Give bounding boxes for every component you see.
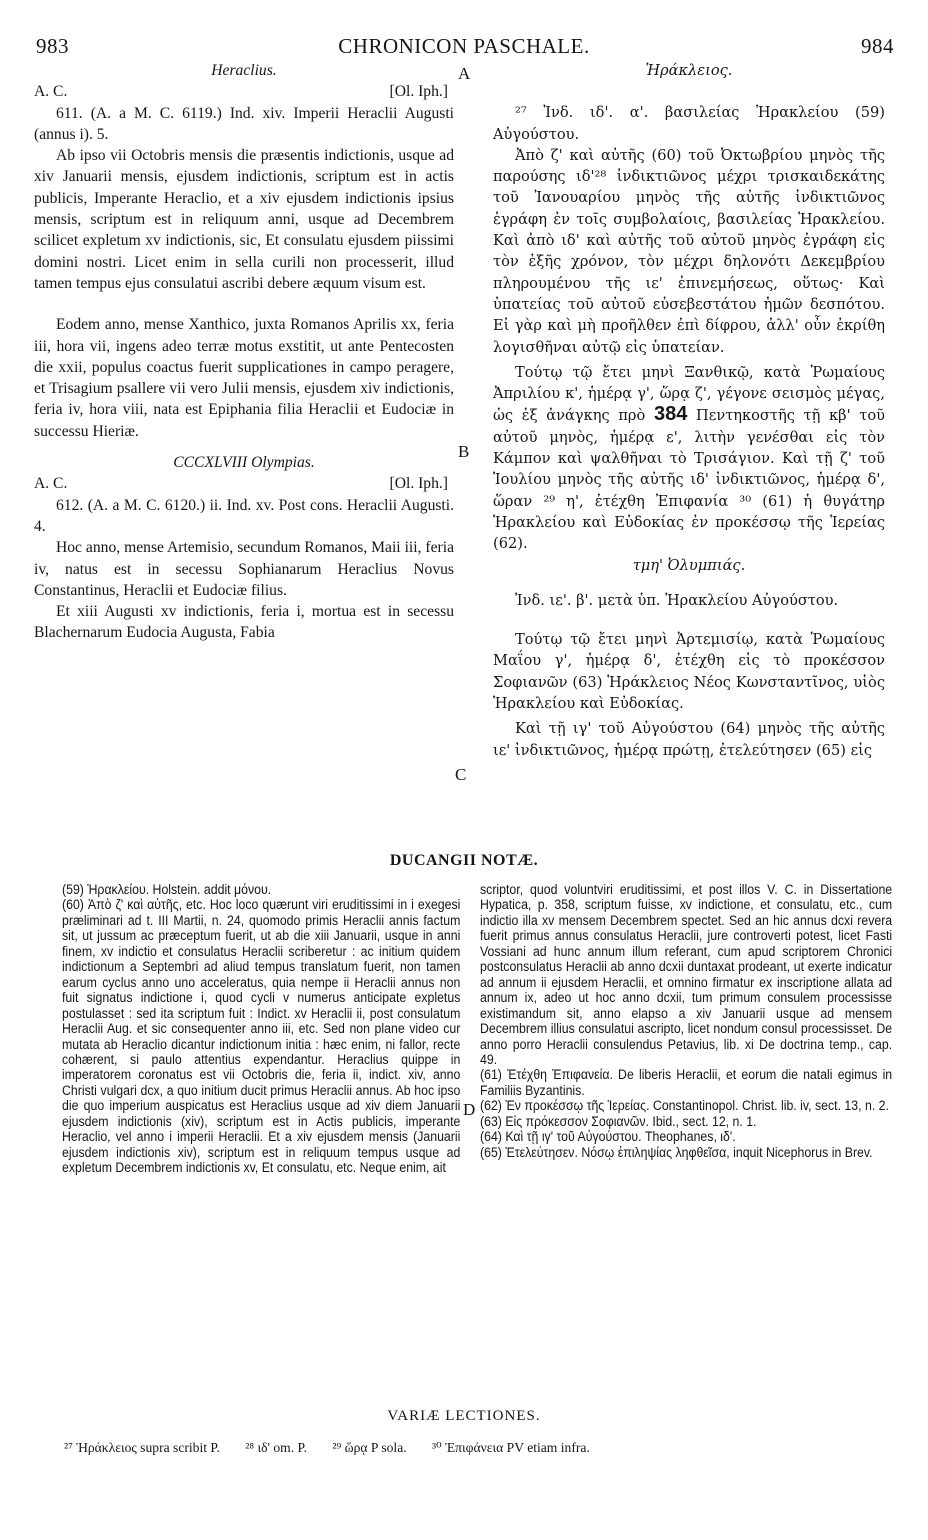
margin-marker-b: B [458,442,470,461]
note-60-continued: scriptor, quod voluntviri eruditissimi, et post illos V. C. in Dissertatione Hypatica, p. 358, scriptum fuisse, xv indictione, et consulatu, etc., cum indictio illa xv mensem Decembrem spectet. Sed an hic annus dcxi revera fuerit primus annus consulatus Heraclii, jure controverti potest, licet Fasti Vossiani ad hunc annum illum referant, cum apud scriptorem Chronici postconsulatus Heraclii ab anno dcxii duntaxat prodeant, ut exerte indicatur ad annum ii ejusdem Heraclii, et omnino firmatur ex inscriptione allata ad annum ix, adeo ut hoc anno dcxii, tum primum consulem processisse existimandum sit, anno elapso a xiv Januarii usque ad mensem Decembrem illius consulatui ascripto, licet nondum consul processisset. De anno porro Heraclii consulendus Petavius, lib. xi De doctrina temp., cap. 49. [480,882,893,1067]
running-title: CHRONICON PASCHALE. [338,34,590,58]
latin-paragraph: Ab ipso vii Octobris mensis die præsentis indictionis, usque ad xiv Januarii mensis, ejusdem indictionis, scriptum est in actis publicis, Imperante Heraclio, et a xiv ejusdem indictionis ipsius mensis, scriptum est in reliquum anni, usque ad Decembrem scilicet expletum xv indictionis, sic, Et consulatu ejusdem piissimi domini nostri. Licet enim in sella curili non processerit, illud tamen tempus ejus consulatui ascribi debere æquum visum est. [34,147,454,292]
note-62: (62) Ἐν προκέσσῳ τῆς Ἱερείας. Constantinopol. Christ. lib. iv, sect. 13, n. 2. [480,1098,889,1114]
variant-29: ²⁹ ὥρᾳ P sola. [332,1440,407,1455]
latin-date-line [34,473,454,494]
note-59: (59) Ἡρακλείου. Holstein. addit μόνου. [62,882,272,897]
greek-paragraph: Ἀπὸ ζ' καὶ αὐτῆς (60) τοῦ Ὀκτωβρίου μηνὸς τῆς παρούσης ιδ'²⁸ ἰνδικτιῶνος μέχρι τρισκαιδεκάτης τοῦ Ἰανουαρίου μηνὸς τῆς αὐτῆς ἰνδικτιῶνος ἐγράφη ἐν τοῖς συμβολαίοις, βασιλείας Ἡρακλείου. Καὶ ἀπὸ ιδ' καὶ αὐτῆς τοῦ αὐτοῦ μηνὸς ἐγράφη εἰς τὸν ἑξῆς χρόνον, τὸν μέχρι δηλονότι Δεκεμβρίου πληρουμένου τῆς ιε' ἐπινεμήσεως, οὕτως· Καὶ ὑπατείας τοῦ αὐτοῦ εὐσεβεστάτου ἡμῶν δεσπότου. Εἰ γὰρ καὶ μὴ προῆλθεν ἐπὶ δίφρου, ἀλλ' οὖν ἐκρίθη λογισθῆναι αὐτῷ εἰς ὑπατείαν. [493,146,885,356]
greek-olympiad-heading: τμη' Ὀλυμπιάς. [632,556,746,574]
latin-olympiad-bracket: [Ol. Iph.] [389,83,448,101]
greek-heading: Ἡράκλειος. [645,62,733,79]
notes-column-left [62,882,460,1176]
greek-column [493,60,885,761]
variant-28: ²⁸ ιδ' om. P. [245,1440,308,1455]
greek-text: Πεντηκοστῆς τῇ κβ' τοῦ αὐτοῦ μηνὸς, ἡμέρᾳ ε', λιτὴν γενέσθαι εἰς τὸν Κάμπον καὶ ψαλθῆναι τὸ Τρισάγιον. Καὶ τῇ ζ' τοῦ Ἰουλίου μηνὸς τῆς αὐτῆς ιδ' ἰνδικτιῶνος, ἡμέρᾳ δ', ὥραν ²⁹ η', ἐτέχθη Ἐπιφανία ³⁰ (61) ἡ θυγάτηρ Ἡρακλείου καὶ Εὐδοκίας ἐν προκέσσῳ τῆς Ἱερείας (62). [493,407,886,553]
notes-column-right [480,882,892,1160]
latin-olympiad-heading: CCCXLVIII Olympias. [173,454,315,472]
note-65: (65) Ἐτελεύτησεν. Νόσῳ ἐπιληψίας ληφθεῖσα, inquit Nicephorus in Brev. [480,1144,873,1160]
page-number-right: 984 [861,34,894,58]
latin-olympiad-bracket: [Ol. Iph.] [389,475,448,493]
variant-27: ²⁷ Ἡράκλειος supra scribit P. [64,1440,220,1455]
latin-paragraph: Et xiii Augusti xv indictionis, feria i, mortua est in secessu Blachernarum Eudocia Augusta, Fabia [34,603,454,642]
page-number-left: 983 [36,34,69,58]
note-60: (60) Ἀπὸ ζ' καὶ αὐτῆς, etc. Hoc loco quærunt viri eruditissimi in i exegesi præliminari ad t. III Martii, n. 24, quomodo primis Heraclii annis factum sit, ut jussum ac præceptum fuerit, ut ab die xiii Januarii, usque in anni finem, xv indictio et consulatus Heraclii scriberetur : ac initium quidem indictionum a Septembri ad aliud tempus translatum fuerit, non tamen earum cyclus anno uno acceleratus, quia nempe ii Heraclii annus non fuit signatus indictione i, quod cycli v numerus anticipate expletus postulasset : sed ita scriptum fuit : Indict. xv Heraclii ii, post consulatum Heraclii Aug. et sic consequenter anno iii, etc. Sed non plane video cur mutata ab Heraclio dicantur indictionum initia : hæc enim, ni fallor, recte cohærent, si paulo attentius expendantur. Heraclius quippe in imperatorem coronatus est vii Octobris die, feria ii, indict. xiv, anno Christi vulgari dcx, a quo initium ducit primus Heraclii annus. Ab hoc ipso die quo imperium auspicatus est Heraclius usque ad xiv diem Januarii ejusdem indictionis (xiv), scriptum est in Actis publicis, imperante Heraclio, vel anno i imperii Heraclii. Et a xiv ejusdem mensis (Januarii ejusdem indictionis xiv), scriptum est in reliquum tempus usque ad expletum Decembrem indictionis xv, Et consulatu, etc. Neque enim, ait [62,897,461,1176]
latin-paragraph: Eodem anno, mense Xanthico, juxta Romanos Aprilis xx, feria iii, hora vii, ingens adeo terræ motus exstitit, ut ante Pentecosten die xxii, populus coactus fuerit supplicationes in campo peragere, et Trisagium psallere vii vero Julii mensis, ejusdem xiv indictionis, feria iv, hora viii, nata est Epiphania filia Heraclii et Eudociæ in successu Hieriæ. [34,316,454,440]
greek-year-entry: Ἰνδ. ιε'. β'. μετὰ ὑπ. Ἡρακλείου Αὐγούστου. [515,591,839,609]
margin-marker-a: A [458,64,471,83]
variae-lectiones [64,1440,924,1456]
latin-year-entry: 612. (A. a M. C. 6120.) ii. Ind. xv. Post cons. Heraclii Augusti. 4. [34,496,454,535]
note-64: (64) Καὶ τῇ ιγ' τοῦ Αὐγούστου. Theophanes, ιδ'. [480,1129,736,1145]
latin-date-label: A. C. [34,83,68,101]
greek-text: Τούτῳ τῷ ἔτει μηνὶ Ξανθικῷ, κατὰ Ῥωμαίους Ἀπριλίου κ', ἡμέρᾳ γ', ὥρᾳ ζ', γέγονε σεισμὸς μέγας, ὡς ἐξ ἀνάγκης πρὸ [493,363,885,425]
greek-paragraph: Τούτῳ τῷ ἔτει μηνὶ Ἀρτεμισίῳ, κατὰ Ῥωμαίους Μαΐου γ', ἡμέρᾳ δ', ἐτέχθη εἰς τὸ προκέσσον Σοφιανῶν (63) Ἡράκλειος Νέος Κωνσταντῖνος, υἱὸς Ἡρακλείου καὶ Εὐδοκίας. [493,631,885,713]
margin-marker-c: C [455,765,467,784]
inner-page-number: 384 [653,403,688,426]
latin-date-label: A. C. [34,475,68,493]
variant-30: ³⁰ Ἐπιφάνεια PV etiam infra. [432,1440,590,1455]
note-61: (61) Ἐτέχθη Ἐπιφανεία. De liberis Heraclii, et eorum die natali egimus in Familiis Byzantinis. [480,1067,893,1098]
latin-column [34,60,454,644]
margin-marker-d: D [463,1100,476,1119]
latin-heading: Heraclius. [211,62,277,79]
latin-year-entry: 611. (A. a M. C. 6119.) Ind. xiv. Imperii Heraclii Augusti (annus i). 5. [34,104,454,143]
greek-paragraph: Καὶ τῇ ιγ' τοῦ Αὐγούστου (64) μηνὸς τῆς αὐτῆς ιε' ἰνδικτιῶνος, ἡμέρᾳ πρώτῃ, ἐτελεύτησεν (65) εἰς [493,720,885,759]
latin-date-line [34,81,454,102]
greek-year-entry: ²⁷ Ἰνδ. ιδ'. α'. βασιλείας Ἡρακλείου (59) Αὐγούστου. [493,104,885,143]
notes-title: DUCANGII NOTÆ. [389,852,539,869]
latin-paragraph: Hoc anno, mense Artemisio, secundum Romanos, Maii iii, feria iv, natus est in secessu Sophianarum Heraclius Novus Constantinus, Heraclii et Eudociæ filius. [34,539,454,599]
note-63: (63) Εἰς πρόκεσσον Σοφιανῶν. Ibid., sect. 12, n. 1. [480,1113,757,1129]
greek-paragraph [493,362,885,555]
variae-lectiones-title: VARIÆ LECTIONES. [387,1408,541,1424]
running-header [0,34,928,58]
